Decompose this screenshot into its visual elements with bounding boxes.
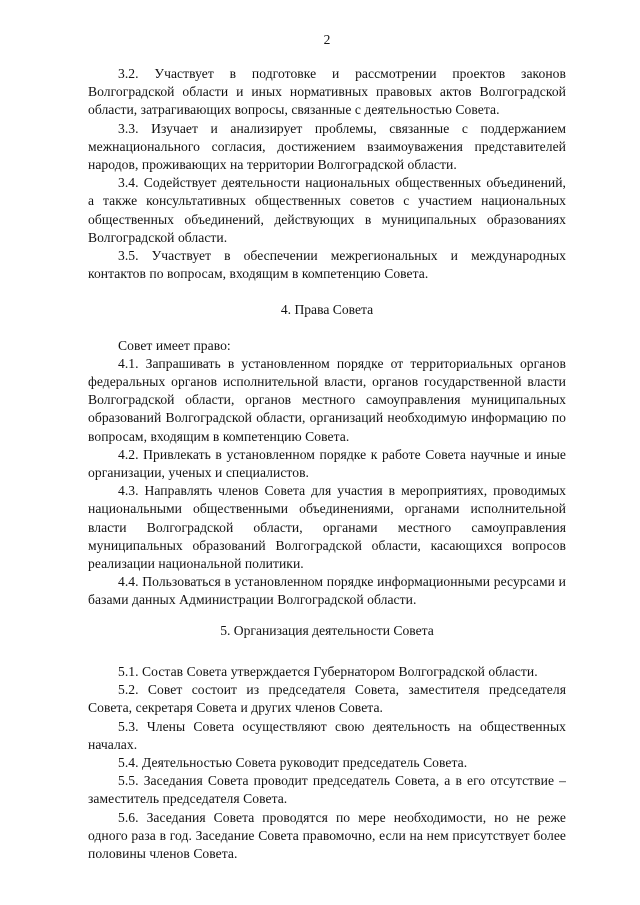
paragraph-4-4: 4.4. Пользоваться в установленном порядке информационными ресурсами и базами данных Администрации Волгоградской области. — [88, 574, 566, 608]
paragraph-5-1: 5.1. Состав Совета утверждается Губернатором Волгоградской области. — [118, 663, 538, 679]
paragraph-3-2: 3.2. Участвует в подготовке и рассмотрении проектов законов Волгоградской области и иных нормативных правовых актов Волгоградской области, затрагивающих вопросы, связанные с деятельностью Совета. — [88, 66, 566, 118]
paragraph-5-4: 5.4. Деятельностью Совета руководит председатель Совета. — [118, 754, 468, 770]
spacer — [88, 320, 566, 337]
paragraph-5-6: 5.6. Заседания Совета проводятся по мере необходимости, но не реже одного раза в год. Заседание Совета правомочно, если на нем присутствует более половины членов Совета. — [88, 809, 566, 861]
section-heading-4: 4. Права Совета — [280, 302, 374, 318]
paragraph-5-2: 5.2. Совет состоит из председателя Совета, заместителя председателя Совета, секретаря Совета и других членов Совета. — [88, 682, 566, 716]
paragraph-5-3: 5.3. Члены Совета осуществляют свою деятельность на общественных началах. — [88, 718, 566, 752]
section-heading-5: 5. Организация деятельности Совета — [220, 622, 434, 638]
paragraph-3-5: 3.5. Участвует в обеспечении межрегиональных и международных контактов по вопросам, входящим в компетенцию Совета. — [88, 248, 566, 282]
document-body — [88, 65, 566, 863]
paragraph-4-3: 4.3. Направлять членов Совета для участия в мероприятиях, проводимых национальными общественными объединениями, органами исполнительной власти Волгоградской области, органами местного самоуправления муниципальных образований Волгоградской области, касающихся вопросов реализации национальной политики. — [88, 483, 566, 572]
spacer — [88, 640, 566, 663]
spacer — [88, 610, 566, 622]
paragraph-4-2: 4.2. Привлекать в установленном порядке к работе Совета научные и иные организации, ученых и специалистов. — [88, 446, 566, 481]
paragraph-4-1: 4.1. Запрашивать в установленном порядке от территориальных органов федеральных органов исполнительной власти, органов государственной власти Волгоградской области, органов местного самоуправления муниципальных образований Волгоградской области, организаций необходимую информацию по вопросам, входящим в компетенцию Совета. — [88, 355, 566, 444]
paragraph-5-5: 5.5. Заседания Совета проводит председатель Совета, а в его отсутствие – заместитель председателя Совета. — [88, 773, 566, 807]
paragraph-3-3: 3.3. Изучает и анализирует проблемы, связанные с поддержанием межнационального согласия, достижением взаимоуважения представителей народов, проживающих на территории Волгоградской области. — [88, 120, 566, 173]
paragraph-4-intro: Совет имеет право: — [118, 337, 231, 353]
document-page — [88, 0, 566, 905]
page-number: 2 — [323, 32, 331, 47]
paragraph-3-4: 3.4. Содействует деятельности национальных общественных объединений, а также консультативных общественных советов с участием национальных общественных объединений, действующих в муниципальных образованиях Волгоградской области. — [88, 175, 566, 245]
spacer — [88, 283, 566, 301]
